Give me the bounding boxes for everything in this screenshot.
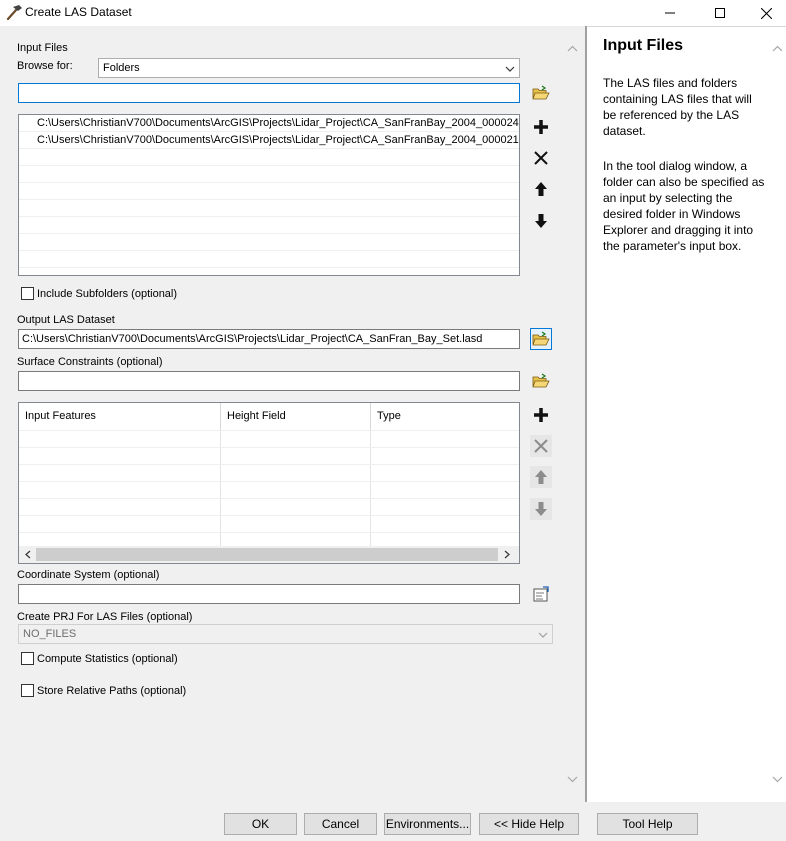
include-subfolders-label: Include Subfolders (optional) bbox=[37, 288, 178, 300]
browse-surface-constraints-button[interactable] bbox=[530, 370, 552, 392]
chevron-down-icon bbox=[538, 630, 548, 642]
open-folder-icon bbox=[532, 331, 550, 347]
chevron-right-icon bbox=[504, 550, 510, 559]
minimize-icon bbox=[665, 8, 675, 18]
plus-icon bbox=[533, 407, 549, 423]
plus-icon bbox=[533, 119, 549, 135]
browse-for-select[interactable] bbox=[98, 58, 520, 78]
scroll-up-button[interactable] bbox=[564, 40, 581, 57]
minimize-button[interactable] bbox=[647, 0, 693, 26]
scroll-left-button[interactable] bbox=[19, 546, 36, 563]
browse-input-files-button[interactable] bbox=[530, 82, 552, 104]
constraint-move-up-button[interactable] bbox=[530, 466, 552, 488]
window-title: Create LAS Dataset bbox=[25, 5, 132, 19]
coordinate-system-label: Coordinate System (optional) bbox=[17, 569, 160, 581]
properties-icon bbox=[532, 586, 550, 603]
add-file-button[interactable] bbox=[530, 116, 552, 138]
table-row bbox=[19, 516, 519, 533]
output-las-dataset-input[interactable]: C:\Users\ChristianV700\Documents\ArcGIS\Projects\Lidar_Project\CA_SanFran_Bay_Set.lasd bbox=[18, 329, 520, 349]
coordinate-system-properties-button[interactable] bbox=[530, 583, 552, 605]
column-header-type[interactable]: Type bbox=[377, 410, 401, 422]
create-prj-label: Create PRJ For LAS Files (optional) bbox=[17, 611, 193, 623]
create-prj-select[interactable] bbox=[18, 624, 553, 644]
table-row bbox=[19, 448, 519, 465]
empty-row bbox=[19, 166, 519, 183]
chevron-up-icon bbox=[772, 45, 783, 52]
list-item[interactable]: C:\Users\ChristianV700\Documents\ArcGIS\Projects\Lidar_Project\CA_SanFranBay_2004_000024 bbox=[19, 115, 519, 132]
hide-help-button[interactable]: << Hide Help bbox=[479, 813, 579, 835]
maximize-icon bbox=[715, 8, 725, 18]
table-horizontal-scrollbar[interactable] bbox=[19, 546, 519, 563]
column-header-height-field[interactable]: Height Field bbox=[221, 403, 371, 430]
add-constraint-button[interactable] bbox=[530, 404, 552, 426]
empty-row bbox=[19, 200, 519, 217]
table-row bbox=[19, 499, 519, 516]
chevron-down-icon bbox=[567, 776, 578, 783]
coordinate-system-input[interactable] bbox=[18, 584, 520, 604]
help-paragraph: In the tool dialog window, a folder can also be specified as an input by selecting the desired folder in Windows Explorer and dragging it into the parameter's input box. bbox=[603, 159, 765, 253]
help-paragraph: The LAS files and folders containing LAS files that will be referenced by the LAS dataset. bbox=[603, 76, 752, 138]
chevron-up-icon bbox=[567, 45, 578, 52]
store-relative-paths-checkbox[interactable] bbox=[21, 684, 34, 697]
surface-constraints-table[interactable] bbox=[18, 402, 520, 564]
scroll-right-button[interactable] bbox=[498, 546, 515, 563]
empty-row bbox=[19, 251, 519, 268]
list-item[interactable]: C:\Users\ChristianV700\Documents\ArcGIS\Projects\Lidar_Project\CA_SanFranBay_2004_000021 bbox=[19, 132, 519, 149]
move-up-button[interactable] bbox=[530, 178, 552, 200]
table-header bbox=[19, 403, 519, 431]
help-pane bbox=[587, 26, 786, 802]
empty-row bbox=[19, 183, 519, 200]
environments-button[interactable]: Environments... bbox=[384, 813, 471, 835]
browse-output-button[interactable] bbox=[530, 328, 552, 350]
store-relative-paths-label: Store Relative Paths (optional) bbox=[37, 685, 187, 697]
arrow-down-icon bbox=[534, 213, 548, 229]
help-title: Input Files bbox=[603, 37, 683, 54]
input-files-path-input[interactable] bbox=[18, 83, 520, 103]
empty-row bbox=[19, 217, 519, 234]
cancel-button[interactable]: Cancel bbox=[304, 813, 377, 835]
input-files-list[interactable] bbox=[18, 114, 520, 276]
hammer-icon bbox=[5, 4, 23, 20]
close-icon bbox=[761, 8, 772, 19]
empty-row bbox=[19, 149, 519, 166]
remove-x-icon bbox=[534, 151, 548, 165]
browse-for-value: Folders bbox=[103, 62, 140, 74]
table-row bbox=[19, 482, 519, 499]
table-row bbox=[19, 465, 519, 482]
surface-constraints-label: Surface Constraints (optional) bbox=[17, 356, 163, 368]
constraint-move-down-button[interactable] bbox=[530, 498, 552, 520]
create-prj-value: NO_FILES bbox=[23, 628, 77, 640]
help-scroll-down-button[interactable] bbox=[769, 771, 786, 788]
remove-constraint-button[interactable] bbox=[530, 435, 552, 457]
chevron-left-icon bbox=[25, 550, 31, 559]
compute-statistics-label: Compute Statistics (optional) bbox=[37, 653, 178, 665]
scroll-thumb[interactable] bbox=[36, 548, 498, 561]
chevron-down-icon bbox=[772, 776, 783, 783]
arrow-up-icon bbox=[534, 181, 548, 197]
ok-button[interactable]: OK bbox=[224, 813, 297, 835]
output-las-dataset-label: Output LAS Dataset bbox=[17, 314, 115, 326]
remove-file-button[interactable] bbox=[530, 147, 552, 169]
column-header-input-features[interactable]: Input Features bbox=[19, 403, 221, 430]
chevron-down-icon bbox=[505, 64, 515, 76]
move-down-button[interactable] bbox=[530, 210, 552, 232]
include-subfolders-checkbox[interactable] bbox=[21, 287, 34, 300]
scroll-down-button[interactable] bbox=[564, 771, 581, 788]
close-button[interactable] bbox=[743, 0, 786, 26]
compute-statistics-checkbox[interactable] bbox=[21, 652, 34, 665]
title-bar bbox=[0, 0, 786, 26]
maximize-button[interactable] bbox=[697, 0, 743, 26]
table-row bbox=[19, 431, 519, 448]
open-folder-icon bbox=[532, 85, 550, 101]
empty-row bbox=[19, 234, 519, 251]
open-folder-icon bbox=[532, 373, 550, 389]
arrow-down-icon bbox=[534, 501, 548, 517]
arrow-up-icon bbox=[534, 469, 548, 485]
surface-constraints-input[interactable] bbox=[18, 371, 520, 391]
input-files-label: Input Files bbox=[17, 42, 68, 54]
remove-x-icon bbox=[534, 439, 548, 453]
tool-help-button[interactable]: Tool Help bbox=[597, 813, 698, 835]
browse-for-label: Browse for: bbox=[17, 60, 73, 72]
help-scroll-up-button[interactable] bbox=[769, 40, 786, 57]
